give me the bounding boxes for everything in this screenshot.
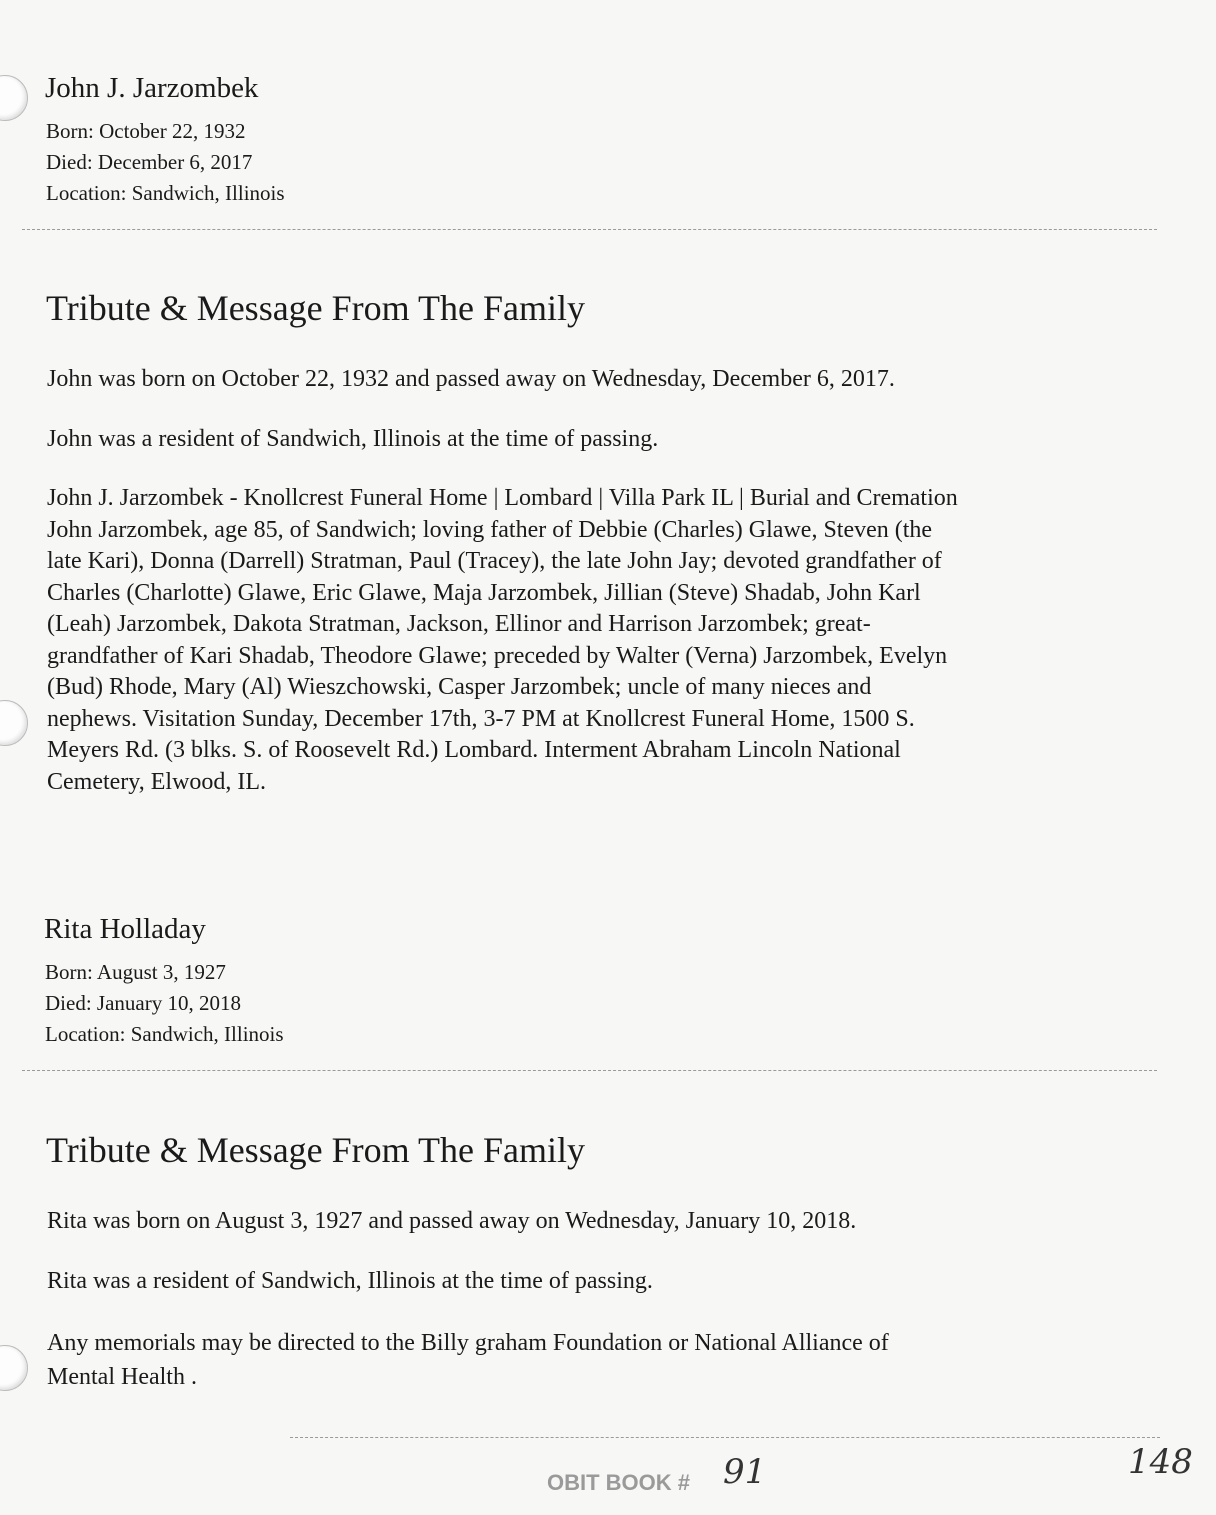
text-line: Any memorials may be directed to the Billy graham Foundation or National Alliance of [47, 1330, 889, 1356]
text-line: Charles (Charlotte) Glawe, Eric Glawe, Maja Jarzombek, Jillian (Steve) Shadab, John Karl [47, 579, 921, 606]
page-number: 148 [1128, 1442, 1193, 1482]
location: Location: Sandwich, Illinois [45, 1022, 284, 1046]
died-date: Died: December 6, 2017 [46, 150, 253, 174]
text-line: (Bud) Rhode, Mary (Al) Wieszchowski, Casper Jarzombek; uncle of many nieces and [47, 674, 872, 700]
born-date: Born: August 3, 1927 [45, 960, 226, 984]
deceased-name: John J. Jarzombek [45, 72, 259, 104]
text-line: Meyers Rd. (3 blks. S. of Roosevelt Rd.) Lombard. Interment Abraham Lincoln National [47, 737, 901, 763]
location: Location: Sandwich, Illinois [46, 181, 285, 205]
obit-book-stamp: OBIT BOOK # [547, 1470, 691, 1495]
divider [22, 1070, 1157, 1071]
divider [290, 1437, 1160, 1438]
memorial-text [47, 1326, 889, 1394]
text-line: John Jarzombek, age 85, of Sandwich; loving father of Debbie (Charles) Glawe, Steven (the [47, 516, 933, 543]
punch-hole [0, 700, 28, 746]
text-line: Mental Health . [47, 1364, 197, 1390]
text-line: nephews. Visitation Sunday, December 17th, 3-7 PM at Knollcrest Funeral Home, 1500 S. [47, 705, 915, 732]
text-line: John J. Jarzombek - Knollcrest Funeral Home | Lombard | Villa Park IL | Burial and Cremation [47, 485, 958, 511]
tribute-paragraph: Rita was a resident of Sandwich, Illinois at the time of passing. [47, 1268, 653, 1294]
text-line: Cemetery, Elwood, IL. [47, 768, 267, 795]
book-number: 91 [723, 1452, 767, 1492]
born-date: Born: October 22, 1932 [46, 119, 246, 143]
tribute-heading: Tribute & Message From The Family [46, 288, 585, 328]
tribute-paragraph: Rita was born on August 3, 1927 and passed away on Wednesday, January 10, 2018. [47, 1208, 857, 1234]
text-line: late Kari), Donna (Darrell) Stratman, Paul (Tracey), the late John Jay; devoted grandfather of [47, 548, 942, 574]
punch-hole [0, 1345, 28, 1391]
died-date: Died: January 10, 2018 [45, 991, 241, 1015]
divider [22, 229, 1157, 230]
tribute-heading: Tribute & Message From The Family [46, 1130, 585, 1170]
tribute-paragraph: John was born on October 22, 1932 and passed away on Wednesday, December 6, 2017. [47, 366, 895, 392]
obituary-text [47, 483, 958, 798]
deceased-name: Rita Holladay [44, 913, 206, 945]
tribute-paragraph: John was a resident of Sandwich, Illinois at the time of passing. [47, 426, 659, 452]
text-line: (Leah) Jarzombek, Dakota Stratman, Jackson, Ellinor and Harrison Jarzombek; great- [47, 611, 871, 637]
punch-hole [0, 75, 28, 121]
text-line: grandfather of Kari Shadab, Theodore Glawe; preceded by Walter (Verna) Jarzombek, Evelyn [47, 642, 948, 669]
